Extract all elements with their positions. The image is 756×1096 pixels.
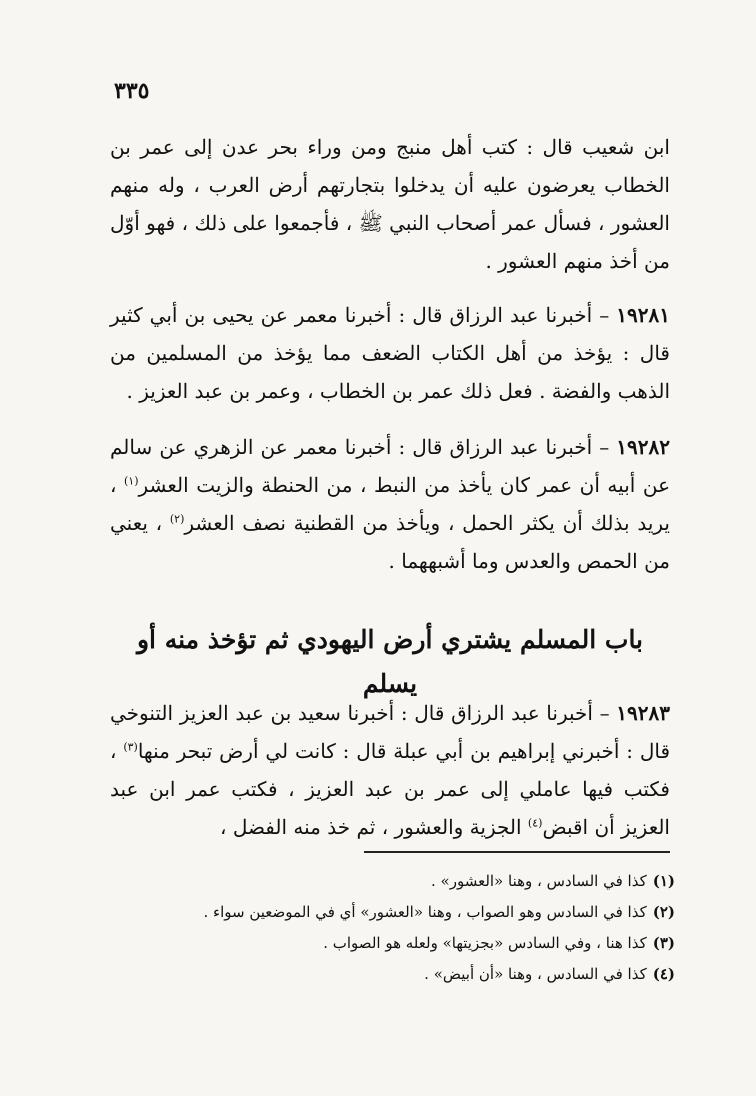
footnote-ref-4: (٤)	[527, 816, 543, 830]
paragraph-text: أخبرنا عبد الرزاق قال : أخبرنا معمر عن يحيى بن أبي كثير قال : يؤخذ من أهل الكتاب الضعف مما يؤخذ من المسلمين من الذهب والفضة . فعل ذلك عمر بن الخطاب ، وعمر بن عبد العزيز .	[110, 303, 670, 403]
footnote-text: كذا في السادس ، وهنا «العشور» .	[431, 872, 647, 890]
footnote-text: كذا في السادس ، وهنا «أن أبيض» .	[424, 965, 647, 983]
footnote-text: كذا هنا ، وفي السادس «بجزيتها» ولعله هو الصواب .	[323, 934, 647, 952]
paragraph-1: ابن شعيب قال : كتب أهل منبج ومن وراء بحر عدن إلى عمر بن الخطاب يعرضون عليه أن يدخلوا بتجارتهم أرض العرب ، وله منهم العشور ، فسأل عمر أصحاب النبي ﷺ ، فأجمعوا على ذلك ، فهو أوّل من أخذ منهم العشور .	[110, 135, 670, 273]
paragraph-text: ، يريد بذلك أن يكثر الحمل ، ويأخذ من القطنية نصف العشر	[110, 473, 670, 535]
paragraph-19282: ١٩٢٨٢ – أخبرنا عبد الرزاق قال : أخبرنا معمر عن الزهري عن سالم عن أبيه أن عمر كان يأخذ من النبط ، من الحنطة والزيت العشر$^{(١)}$ ، يريد بذلك أن يكثر الحمل ، ويأخذ من القطنية نصف العشر$^{(٢)}$ ، يعني من الحمص والعدس وما أشبههما .	[110, 435, 671, 573]
footnote-divider	[364, 851, 670, 853]
paragraph-text: أخبرنا عبد الرزاق قال : أخبرنا سعيد بن عبد العزيز التنوخي قال : أخبرني إبراهيم بن أبي عبلة قال : كانت لي أرض تبحر منها	[110, 701, 671, 763]
hadith-number: ١٩٢٨٢	[616, 435, 670, 459]
footnote-number: (١)	[652, 872, 675, 890]
footnote-ref-1: (١)	[124, 474, 139, 488]
footnotes	[130, 866, 675, 990]
paragraph-19283: ١٩٢٨٣ – أخبرنا عبد الرزاق قال : أخبرنا سعيد بن عبد العزيز التنوخي قال : أخبرني إبراهيم بن أبي عبلة قال : كانت لي أرض تبحر منها$^{(٣)}$ ، فكتب فيها عاملي إلى عمر بن عبد العزيز ، فكتب عمر ابن عبد العزيز أن اقبض$^{(٤)}$ الجزية والعشور ، ثم خذ منه الفضل ،	[110, 701, 671, 839]
footnote-4	[130, 959, 675, 990]
footnote-ref-2: (٢)	[169, 512, 185, 526]
chapter-heading: باب المسلم يشتري أرض اليهودي ثم تؤخذ منه أو يسلم	[136, 625, 644, 698]
footnote-2	[130, 897, 675, 928]
paragraph-text: أخبرنا عبد الرزاق قال : أخبرنا معمر عن الزهري عن سالم عن أبيه أن عمر كان يأخذ من النبط ، من الحنطة والزيت العشر	[110, 435, 671, 497]
footnote-1	[130, 866, 675, 897]
page-number: ٣٣٥	[114, 78, 150, 104]
footnote-ref-3: (٣)	[123, 740, 138, 754]
footnote-number: (٣)	[652, 934, 675, 952]
hadith-number: ١٩٢٨١	[616, 303, 670, 327]
footnote-text: كذا في السادس وهو الصواب ، وهنا «العشور» أي في الموضعين سواء .	[203, 903, 647, 921]
footnote-number: (٤)	[652, 965, 675, 983]
paragraph-text: الجزية والعشور ، ثم خذ منه الفضل ،	[220, 815, 528, 839]
paragraph-text: ، فكتب فيها عاملي إلى عمر بن عبد العزيز ، فكتب عمر ابن عبد العزيز أن اقبض	[110, 739, 670, 839]
footnote-3	[130, 928, 675, 959]
hadith-number: ١٩٢٨٣	[616, 701, 670, 725]
paragraph-19281: ١٩٢٨١ – أخبرنا عبد الرزاق قال : أخبرنا معمر عن يحيى بن أبي كثير قال : يؤخذ من أهل الكتاب الضعف مما يؤخذ من المسلمين من الذهب والفضة . فعل ذلك عمر بن الخطاب ، وعمر بن عبد العزيز .	[110, 303, 670, 403]
footnote-number: (٢)	[652, 903, 675, 921]
paragraph-text: ، يعني من الحمص والعدس وما أشبههما .	[110, 511, 670, 573]
